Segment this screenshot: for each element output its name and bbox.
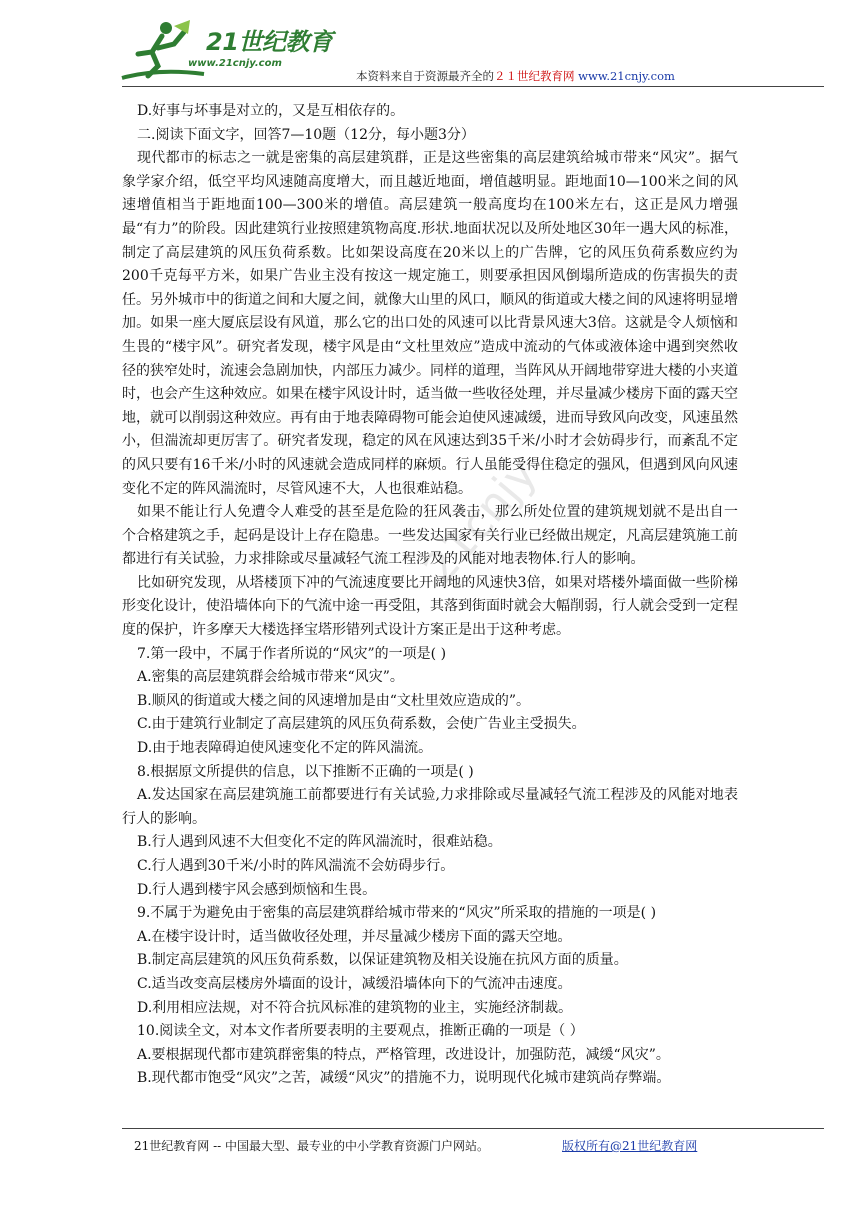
- logo-url: www.21cnjy.com: [188, 58, 282, 69]
- source-site[interactable]: ２１世纪教育网: [494, 69, 575, 83]
- source-note: [356, 68, 675, 84]
- section-heading: 二.阅读下面文字，回答7—10题（12分，每小题3分）: [137, 126, 475, 143]
- document-body: [122, 100, 738, 1091]
- option-text: D.由于地表障碍迫使风速变化不定的阵风湍流。: [137, 740, 433, 757]
- passage-paragraph: 如果不能让行人免遭令人难受的甚至是危险的狂风袭击，那么所处位置的建筑规划就不是出自一个合格建筑之手，起码是设计上存在隐患。一些发达国家有关行业已经做出规定，凡高层建筑施工前都进行有关试验，力求排除或尽量减轻气流工程涉及的风能对地表物体.行人的影响。: [122, 504, 738, 568]
- header-divider: [122, 86, 824, 87]
- option-text: A.密集的高层建筑群会给城市带来“风灾”。: [137, 669, 404, 686]
- footer-divider: [122, 1128, 824, 1129]
- question-text: 10.阅读全文，对本文作者所要表明的主要观点，推断正确的一项是（ ）: [137, 1023, 584, 1040]
- passage-paragraph: 现代都市的标志之一就是密集的高层建筑群，正是这些密集的高层建筑给城市带来“风灾”。据气象学家介绍，低空平均风速随高度增大，而且越近地面，增值越明显。距地面10—100米之间的风速增值相当于距地面100—300米的增值。高层建筑一般高度均在100米左右，这正是风力增强最“有力”的阶段。因此建筑行业按照建筑物高度.形状.地面状况以及所处地区30年一遇大风的标准，制定了高层建筑的风压负荷系数。比如架设高度在20米以上的广告牌，它的风压负荷系数应约为200千克每平方米，如果广告业主没有按这一规定施工，则要承担因风倒塌所造成的伤害损失的责任。另外城市中的街道之间和大厦之间，就像大山里的风口，顺风的街道或大楼之间的风速将明显增加。如果一座大厦底层设有风道，那么它的出口处的风速可以比背景风速大3倍。这就是令人烦恼和生畏的“楼宇风”。研究者发现，楼宇风是由“文杜里效应”造成中流动的气体或液体途中遇到突然收径的狭窄处时，流速会急剧加快，内部压力减少。同样的道理，当阵风从开阔地带穿进大楼的小夹道时，也会产生这种效应。如果在楼宇风设计时，适当做一些收径处理，并尽量减少楼房下面的露天空地，就可以削弱这种效应。再有由于地表障碍物可能会迫使风速减缓，进而导致风向改变，风速虽然小，但湍流却更厉害了。研究者发现，稳定的风在风速达到35千米/小时才会妨碍步行，而紊乱不定的风只要有16千米/小时的风速就会造成同样的麻烦。行人虽能受得住稳定的强风，但遇到风向风速变化不定的阵风湍流时，尽管风速不大，人也很难站稳。: [122, 150, 738, 497]
- runner-icon: [118, 18, 208, 84]
- option-text: B.制定高层建筑的风压负荷系数，以保证建筑物及相关设施在抗风方面的质量。: [137, 952, 628, 969]
- option-text: C.行人遇到30千米/小时的阵风湍流不会妨碍步行。: [137, 858, 455, 874]
- logo-text: 21世纪教育: [206, 28, 333, 56]
- option-text: D.利用相应法规，对不符合抗风标准的建筑物的业主，实施经济制裁。: [137, 999, 573, 1016]
- passage-paragraph: 比如研究发现，从塔楼顶下冲的气流速度要比开阔地的风速快3倍，如果对塔楼外墙面做一些阶梯形变化设计，使沿墙体向下的气流中途一再受阻，其落到街面时就会大幅削弱，行人就会受到一定程度的保护，许多摩天大楼选择宝塔形错列式设计方案正是出于这种考虑。: [122, 574, 738, 639]
- option-text: B.顺风的街道或大楼之间的风速增加是由“文杜里效应造成的”。: [137, 692, 531, 709]
- source-url[interactable]: www.21cnjy.com: [578, 69, 675, 83]
- option-text: C.适当改变高层楼房外墙面的设计，减缓沿墙体向下的气流冲击速度。: [137, 975, 572, 992]
- question-text: 7.第一段中，不属于作者所说的“风灾”的一项是( ): [137, 645, 447, 662]
- question-text: 8.根据原文所提供的信息，以下推断不正确的一项是( ): [137, 763, 474, 780]
- site-logo: [118, 18, 338, 84]
- footer-text: 21世纪教育网 -- 中国最大型、最专业的中小学教育资源门户网站。: [134, 1139, 490, 1153]
- option-text: A.发达国家在高层建筑施工前都要进行有关试验,力求排除或尽量减轻气流工程涉及的风能对地表行人的影响。: [122, 787, 738, 827]
- question-text: 9.不属于为避免由于密集的高层建筑群给城市带来的“风灾”所采取的措施的一项是( ): [137, 905, 657, 922]
- svg-text:21cnjy: 21cnjy: [413, 448, 548, 594]
- page-footer: [134, 1137, 698, 1154]
- option-text: C.由于建筑行业制定了高层建筑的风压负荷系数，会使广告业主受损失。: [137, 716, 586, 733]
- option-text: A.要根据现代都市建筑群密集的特点，严格管理，改进设计，加强防范，减缓“风灾”。: [137, 1046, 670, 1063]
- source-prefix: 本资料来自于资源最齐全的: [356, 69, 494, 83]
- option-text: A.在楼宇设计时，适当做收径处理，并尽量减少楼房下面的露天空地。: [137, 928, 572, 945]
- page-header: [0, 0, 860, 92]
- option-text: B.现代都市饱受“风灾”之苦，减缓“风灾”的措施不力，说明现代化城市建筑尚存弊端。: [137, 1070, 671, 1087]
- option-text: D.好事与坏事是对立的，又是互相依存的。: [137, 103, 405, 119]
- option-text: B.行人遇到风速不大但变化不定的阵风湍流时，很难站稳。: [137, 834, 502, 851]
- copyright-link[interactable]: 版权所有@21世纪教育网: [562, 1139, 698, 1153]
- option-text: D.行人遇到楼宇风会感到烦恼和生畏。: [137, 881, 377, 898]
